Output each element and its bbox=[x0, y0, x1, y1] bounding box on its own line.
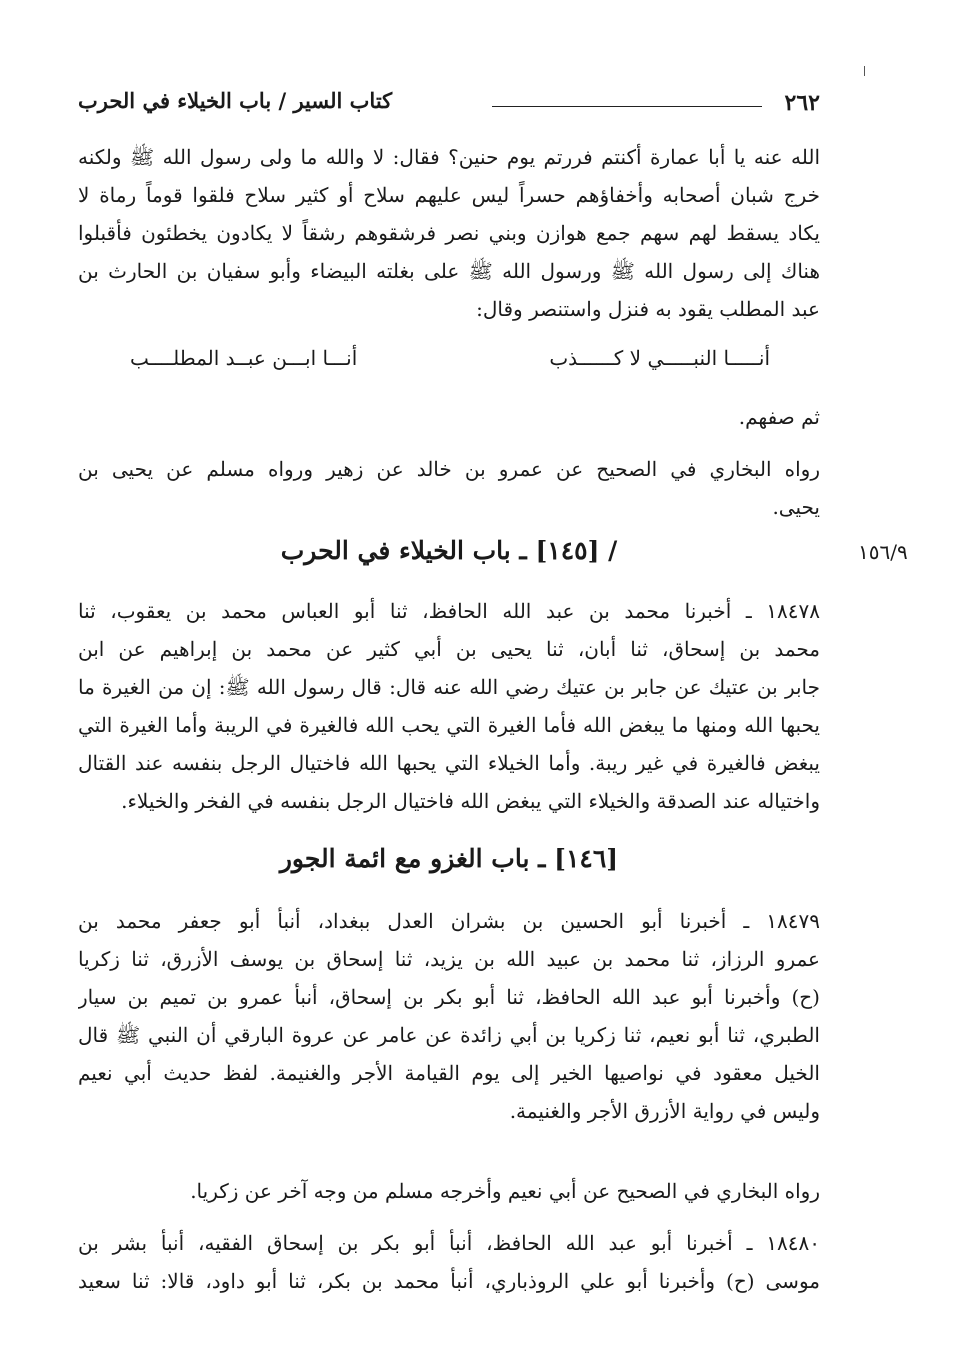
narration-note-2 bbox=[78, 1172, 820, 1210]
text-line: عبد المطلب يقود به فنزل واستنصر وقال: bbox=[476, 297, 820, 321]
text-line: رواه البخاري في الصحيح عن أبي نعيم وأخرجه مسلم من وجه آخر عن زكريا. bbox=[190, 1179, 820, 1203]
hadith-18480 bbox=[78, 1224, 820, 1300]
text-line: الطبري، ثنا أبو نعيم، ثنا زكريا بن أبي زائدة عن عامر عن عروة البارقي أن النبي ﷺ قال bbox=[78, 1023, 820, 1047]
section-heading-145: / [١٤٥] ـ باب الخيلاء في الحرب bbox=[280, 536, 618, 565]
text-line: ١٨٤٨٠ ـ أخبرنا أبو عبد الله الحافظ، أنبأ أبو بكر بن إسحاق الفقيه، أنبأ بشر بن bbox=[78, 1231, 820, 1255]
text-line: عمرو الرزاز، ثنا محمد بن عبيد الله بن يزيد، ثنا إسحاق بن يوسف الأزرق، ثنا زكريا bbox=[78, 947, 820, 971]
text-line: هناك إلى رسول الله ﷺ ورسول الله ﷺ على بغلته البيضاء وأبو سفيان بن الحارث بن bbox=[78, 259, 820, 283]
text-line: يكاد يسقط لهم سهم جمع هوازن وبني نصر فرشقوهم رشقاً لا يكادون يخطئون فأقبلوا bbox=[78, 221, 820, 245]
text-line: موسى (ح) وأخبرنا أبو علي الروذباري، أنبأ محمد بن بكر، ثنا أبو داود، قالا: ثنا سعيد bbox=[78, 1269, 820, 1293]
poem-verse bbox=[130, 346, 770, 384]
running-title: كتاب السير / باب الخيلاء في الحرب bbox=[78, 88, 393, 113]
text-line: الله عنه يا أبا عمارة أكنتم فررتم يوم حنين؟ فقال: لا والله ما ولى رسول الله ﷺ ولكنه bbox=[78, 145, 820, 169]
section-heading-146: [١٤٦] ـ باب الغزو مع ائمة الجور bbox=[279, 844, 619, 873]
text-line: يحبها الله ومنها ما يبغض الله فأما الغيرة التي يحب الله فالغيرة في الريبة وأما الغيرة التي bbox=[78, 713, 820, 737]
text-line: الخيل معقود في نواصيها الخير إلى يوم القيامة الأجر والغنيمة. لفظ حديث أبي نعيم bbox=[78, 1061, 820, 1085]
text-line: ثم صفهم. bbox=[738, 405, 820, 429]
hadith-18478 bbox=[78, 592, 820, 820]
page-number: ٢٦٢ bbox=[784, 90, 820, 116]
text-line: واختياله عند الصدقة والخيلاء التي يبغض الله فاختيال الرجل بنفسه في الفخر والخيلاء. bbox=[121, 789, 820, 813]
hadith-18479 bbox=[78, 902, 820, 1130]
text-line: (ح) وأخبرنا أبو عبد الله الحافظ، ثنا أبو بكر بن إسحاق، أنبأ عمرو بن تميم بن سيار bbox=[78, 985, 820, 1009]
margin-volume-page-reference: ١٥٦/٩ bbox=[858, 540, 908, 564]
narration-note bbox=[78, 450, 820, 526]
text-line: جابر بن عتيك عن جابر بن عتيك رضي الله عنه قال: قال رسول الله ﷺ: إن من الغيرة ما bbox=[78, 675, 820, 699]
text-line: محمد بن إسحاق، ثنا أبان، ثنا يحيى بن أبي كثير عن محمد بن إبراهيم عن ابن bbox=[78, 637, 820, 661]
text-line: ١٨٤٧٨ ـ أخبرنا محمد بن عبد الله الحافظ، ثنا أبو العباس محمد بن يعقوب، ثنا bbox=[78, 599, 820, 623]
text-line: رواه البخاري في الصحيح عن عمرو بن خالد عن زهير ورواه مسلم عن يحيى بن bbox=[78, 457, 820, 481]
intro-paragraph bbox=[78, 138, 820, 328]
text-line: ١٨٤٧٩ ـ أخبرنا أبو الحسين بن بشران العدل ببغداد، أنبأ أبو جعفر محمد بن bbox=[78, 909, 820, 933]
text-line: يحيى. bbox=[772, 495, 820, 519]
text-line: يبغض فالغيرة في غير ريبة. وأما الخيلاء التي يحبها الله فاختيال الرجل بنفسه عند القتال bbox=[78, 751, 820, 775]
after-poem-text bbox=[78, 398, 820, 436]
text-line: وليس في رواية الأزرق الأجر والغنيمة. bbox=[509, 1099, 820, 1123]
header-rule bbox=[492, 106, 762, 107]
scan-mark bbox=[864, 66, 865, 76]
page-header bbox=[78, 84, 820, 120]
text-line: خرج شبان أصحابه وأخفاؤهم حسراً ليس عليهم سلاح أو كثير سلاح فلقوا قوماً رماة لا bbox=[78, 183, 820, 207]
poem-hemistich-second: أنـــا ابـــن عبــد المطلــــب bbox=[130, 346, 358, 370]
poem-hemistich-first: أنـــــا النبـــــي لا كــــــذب bbox=[549, 346, 770, 370]
